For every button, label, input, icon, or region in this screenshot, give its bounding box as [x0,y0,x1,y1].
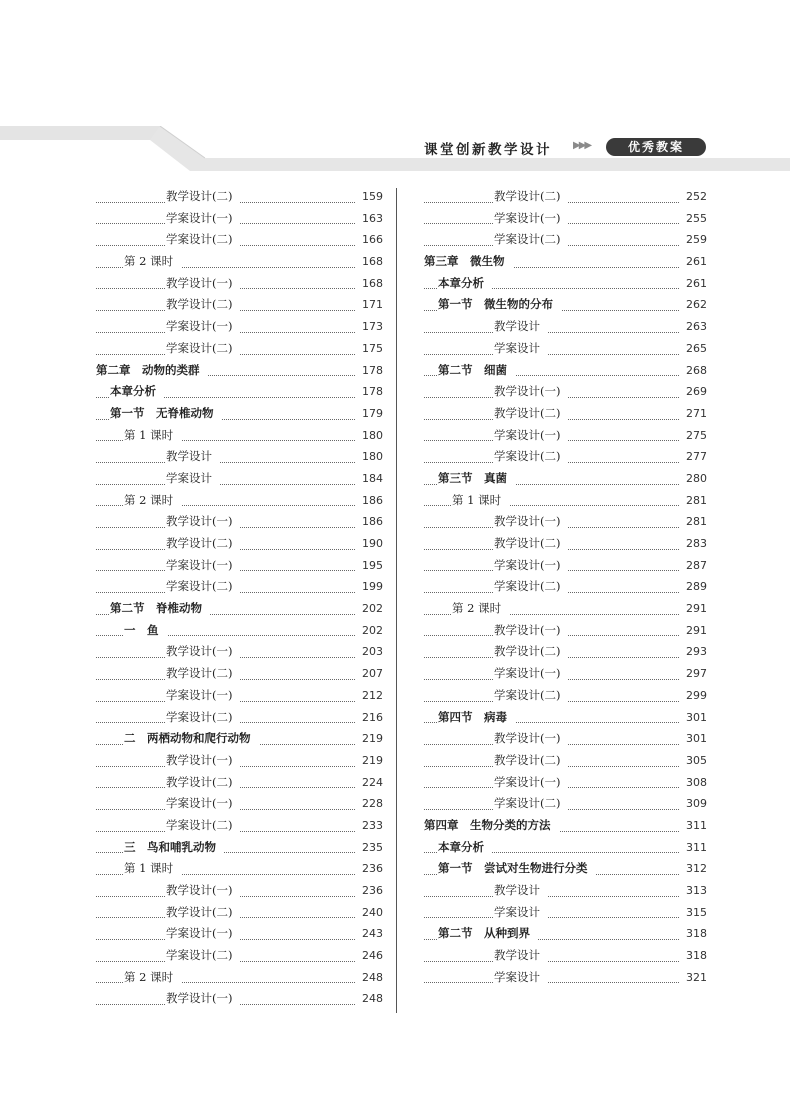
arrow-icons: ▶▶▶ [573,140,591,151]
toc-entry [424,576,707,598]
toc-entry-label: 教学设计(一) [166,990,240,1007]
toc-entry-label: 教学设计(一) [166,882,240,899]
leader-dots [424,332,679,333]
toc-entry-label: 教学设计(二) [494,188,568,205]
toc-entry-label: 学案设计(二) [494,231,568,248]
toc-entry-page: 283 [683,535,707,552]
toc-entry [96,902,383,924]
toc-entry-label: 教学设计(二) [166,188,240,205]
toc-entry-label: 第二节 脊椎动物 [110,600,210,617]
leader-dots [424,961,679,962]
toc-entry-page: 173 [359,318,383,335]
toc-entry-label: 教学设计(二) [494,752,568,769]
toc-entry-label: 第 2 课时 [124,492,181,509]
toc-entry-page: 224 [359,774,383,791]
toc-entry-page: 255 [683,210,707,227]
toc-entry-label: 学案设计 [494,904,548,921]
toc-entry [424,663,707,685]
toc-entry [424,294,707,316]
toc-entry-page: 293 [683,643,707,660]
toc-entry [424,186,707,208]
toc-entry-label: 第三章 微生物 [424,253,513,270]
toc-entry-label: 教学设计(二) [166,774,240,791]
toc-entry-label: 教学设计(一) [166,643,240,660]
toc-entry-page: 219 [359,730,383,747]
toc-entry [424,793,707,815]
toc-entry-label: 教学设计 [494,882,548,899]
toc-entry [96,251,383,273]
toc-entry-label: 一 鱼 [124,622,167,639]
toc-entry-page: 203 [359,643,383,660]
toc-entry-label: 第 1 课时 [124,860,181,877]
toc-entry [96,229,383,251]
toc-entry-label: 本章分析 [438,839,492,856]
toc-entry-label: 第一节 无脊椎动物 [110,405,222,422]
toc-entry [424,468,707,490]
toc-entry-page: 311 [683,839,707,856]
toc-entry [424,858,707,880]
toc-entry [424,598,707,620]
toc-left-column [96,186,383,1010]
toc-entry-page: 318 [683,947,707,964]
toc-entry [424,316,707,338]
toc-entry-label: 教学设计(一) [494,622,568,639]
toc-entry-label: 教学设计(一) [494,383,568,400]
toc-entry [96,793,383,815]
toc-entry [96,555,383,577]
toc-entry [96,620,383,642]
toc-entry [424,837,707,859]
toc-entry [424,923,707,945]
toc-entry-page: 262 [683,296,707,313]
toc-entry [96,425,383,447]
toc-entry-label: 学案设计(二) [166,947,240,964]
toc-entry-page: 280 [683,470,707,487]
toc-entry-page: 236 [359,860,383,877]
toc-entry-page: 184 [359,470,383,487]
toc-entry [96,316,383,338]
toc-entry-page: 216 [359,709,383,726]
leader-dots [96,462,355,463]
toc-entry-label: 二 两栖动物和爬行动物 [124,730,259,747]
toc-entry-page: 269 [683,383,707,400]
toc-entry-page: 301 [683,730,707,747]
toc-entry-label: 学案设计(一) [166,318,240,335]
toc-entry [424,251,707,273]
toc-entry-label: 学案设计(一) [494,665,568,682]
toc-entry-label: 第四节 病毒 [438,709,515,726]
toc-entry [96,576,383,598]
toc-entry-page: 291 [683,622,707,639]
toc-entry-label: 教学设计 [166,448,220,465]
toc-entry [96,750,383,772]
toc-entry-label: 教学设计(二) [166,904,240,921]
toc-entry-label: 第 1 课时 [452,492,509,509]
toc-entry-page: 235 [359,839,383,856]
toc-entry-label: 学案设计(一) [166,210,240,227]
toc-entry [424,381,707,403]
toc-entry-page: 186 [359,492,383,509]
toc-entry-label: 学案设计(二) [166,709,240,726]
toc-entry [424,403,707,425]
toc-entry-page: 312 [683,860,707,877]
toc-entry-label: 学案设计(一) [494,427,568,444]
toc-entry [96,468,383,490]
toc-entry [424,750,707,772]
toc-entry-label: 学案设计(一) [166,795,240,812]
toc-entry-label: 教学设计(一) [166,513,240,530]
toc-entry-page: 207 [359,665,383,682]
toc-entry-page: 236 [359,882,383,899]
toc-entry [96,208,383,230]
toc-entry-label: 教学设计(一) [166,752,240,769]
toc-right-column [424,186,707,988]
toc-entry-page: 212 [359,687,383,704]
toc-entry-label: 学案设计 [494,340,548,357]
toc-entry [424,728,707,750]
toc-entry-page: 289 [683,578,707,595]
toc-entry-label: 学案设计(一) [494,774,568,791]
toc-entry-label: 学案设计 [166,470,220,487]
toc-entry-page: 175 [359,340,383,357]
leader-dots [424,896,679,897]
toc-entry-page: 263 [683,318,707,335]
toc-entry [424,815,707,837]
toc-entry-page: 259 [683,231,707,248]
toc-entry-page: 275 [683,427,707,444]
toc-entry-label: 第三节 真菌 [438,470,515,487]
toc-entry-label: 第 1 课时 [124,427,181,444]
toc-entry-page: 308 [683,774,707,791]
toc-entry [96,837,383,859]
toc-entry-page: 228 [359,795,383,812]
toc-entry-page: 311 [683,817,707,834]
toc-entry-label: 教学设计(二) [166,665,240,682]
toc-entry-page: 166 [359,231,383,248]
toc-entry-page: 202 [359,600,383,617]
toc-entry [424,945,707,967]
toc-entry-label: 学案设计(一) [494,557,568,574]
toc-entry-page: 299 [683,687,707,704]
toc-entry-page: 243 [359,925,383,942]
toc-entry-page: 309 [683,795,707,812]
toc-entry [424,425,707,447]
toc-entry-label: 学案设计(二) [494,578,568,595]
toc-entry [424,555,707,577]
toc-entry [424,641,707,663]
toc-entry [96,707,383,729]
toc-entry [96,988,383,1010]
toc-entry [96,858,383,880]
toc-entry [96,728,383,750]
toc-entry [424,208,707,230]
toc-entry-page: 178 [359,383,383,400]
toc-entry [96,403,383,425]
toc-entry-label: 学案设计(二) [166,231,240,248]
toc-entry-page: 186 [359,513,383,530]
toc-entry-page: 261 [683,253,707,270]
toc-entry-page: 180 [359,427,383,444]
toc-entry-page: 180 [359,448,383,465]
toc-entry-label: 学案设计 [494,969,548,986]
toc-entry-page: 287 [683,557,707,574]
toc-entry-label: 教学设计(一) [494,513,568,530]
toc-entry [96,815,383,837]
toc-entry-label: 第 2 课时 [452,600,509,617]
toc-entry-page: 252 [683,188,707,205]
toc-entry-label: 第四章 生物分类的方法 [424,817,559,834]
toc-entry-label: 第二章 动物的类群 [96,362,208,379]
toc-entry-label: 学案设计(一) [166,925,240,942]
toc-entry-label: 学案设计(一) [494,210,568,227]
toc-entry [424,620,707,642]
toc-entry-page: 321 [683,969,707,986]
toc-entry-page: 271 [683,405,707,422]
toc-entry-page: 261 [683,275,707,292]
toc-entry-label: 学案设计(二) [166,340,240,357]
toc-entry [96,186,383,208]
toc-entry-page: 202 [359,622,383,639]
toc-entry [424,533,707,555]
toc-entry [96,294,383,316]
toc-entry-label: 教学设计(二) [494,643,568,660]
toc-entry-page: 163 [359,210,383,227]
toc-entry-page: 179 [359,405,383,422]
toc-entry-label: 教学设计 [494,947,548,964]
toc-entry-page: 168 [359,275,383,292]
toc-entry-label: 第一节 尝试对生物进行分类 [438,860,596,877]
toc-entry-page: 318 [683,925,707,942]
toc-entry-page: 195 [359,557,383,574]
toc-entry-page: 268 [683,362,707,379]
toc-entry-label: 第一节 微生物的分布 [438,296,561,313]
toc-entry-page: 248 [359,969,383,986]
leader-dots [424,354,679,355]
toc-entry [424,273,707,295]
leader-dots [424,982,679,983]
leader-dots [424,917,679,918]
toc-entry [424,229,707,251]
toc-entry-page: 281 [683,492,707,509]
toc-entry [96,945,383,967]
toc-entry-page: 281 [683,513,707,530]
toc-entry [96,772,383,794]
toc-entry-page: 171 [359,296,383,313]
toc-entry [424,880,707,902]
toc-entry [424,902,707,924]
toc-entry [96,598,383,620]
toc-entry-label: 三 鸟和哺乳动物 [124,839,224,856]
toc-entry-page: 313 [683,882,707,899]
toc-entry-page: 315 [683,904,707,921]
toc-entry [96,446,383,468]
header-badge: 优秀教案 [606,138,706,156]
toc-entry-label: 本章分析 [438,275,492,292]
toc-entry-label: 学案设计(二) [494,448,568,465]
toc-entry-label: 第二节 细菌 [438,362,515,379]
toc-entry [96,923,383,945]
toc-entry-page: 219 [359,752,383,769]
toc-entry [96,533,383,555]
toc-entry [96,381,383,403]
leader-dots [96,484,355,485]
toc-entry [424,338,707,360]
toc-entry-label: 教学设计(一) [494,730,568,747]
toc-entry-label: 学案设计(一) [166,687,240,704]
toc-entry-page: 240 [359,904,383,921]
toc-entry-label: 第二节 从种到界 [438,925,538,942]
toc-entry [424,490,707,512]
toc-entry-page: 178 [359,362,383,379]
toc-entry [96,360,383,382]
toc-entry-page: 248 [359,990,383,1007]
toc-entry-label: 第 2 课时 [124,969,181,986]
toc-entry [96,967,383,989]
toc-entry-label: 第 2 课时 [124,253,181,270]
toc-entry [96,490,383,512]
toc-entry-page: 190 [359,535,383,552]
toc-entry [96,273,383,295]
toc-entry-label: 教学设计(二) [494,405,568,422]
toc-entry [424,772,707,794]
toc-entry-label: 教学设计 [494,318,548,335]
toc-entry [424,511,707,533]
toc-entry [96,511,383,533]
toc-entry-page: 301 [683,709,707,726]
toc-entry-label: 学案设计(一) [166,557,240,574]
toc-entry [96,880,383,902]
toc-entry [424,360,707,382]
column-divider [396,188,397,1013]
toc-entry-label: 学案设计(二) [166,817,240,834]
toc-entry-label: 本章分析 [110,383,164,400]
toc-entry-label: 教学设计(二) [166,296,240,313]
toc-entry-page: 277 [683,448,707,465]
toc-entry-page: 159 [359,188,383,205]
toc-entry-label: 学案设计(二) [166,578,240,595]
toc-entry-page: 291 [683,600,707,617]
toc-entry [96,685,383,707]
toc-entry-page: 168 [359,253,383,270]
toc-entry-label: 学案设计(二) [494,687,568,704]
toc-entry [96,663,383,685]
toc-entry-label: 教学设计(二) [494,535,568,552]
toc-entry-label: 学案设计(二) [494,795,568,812]
toc-entry-label: 教学设计(一) [166,275,240,292]
toc-entry [424,446,707,468]
toc-entry [424,707,707,729]
toc-entry [96,338,383,360]
toc-entry-page: 233 [359,817,383,834]
toc-entry-label: 教学设计(二) [166,535,240,552]
toc-entry-page: 199 [359,578,383,595]
toc-entry-page: 265 [683,340,707,357]
toc-entry-page: 246 [359,947,383,964]
toc-entry-page: 297 [683,665,707,682]
toc-entry [424,967,707,989]
toc-entry [96,641,383,663]
toc-entry [424,685,707,707]
header-title: 课堂创新教学设计 [424,142,552,158]
toc-entry-page: 305 [683,752,707,769]
